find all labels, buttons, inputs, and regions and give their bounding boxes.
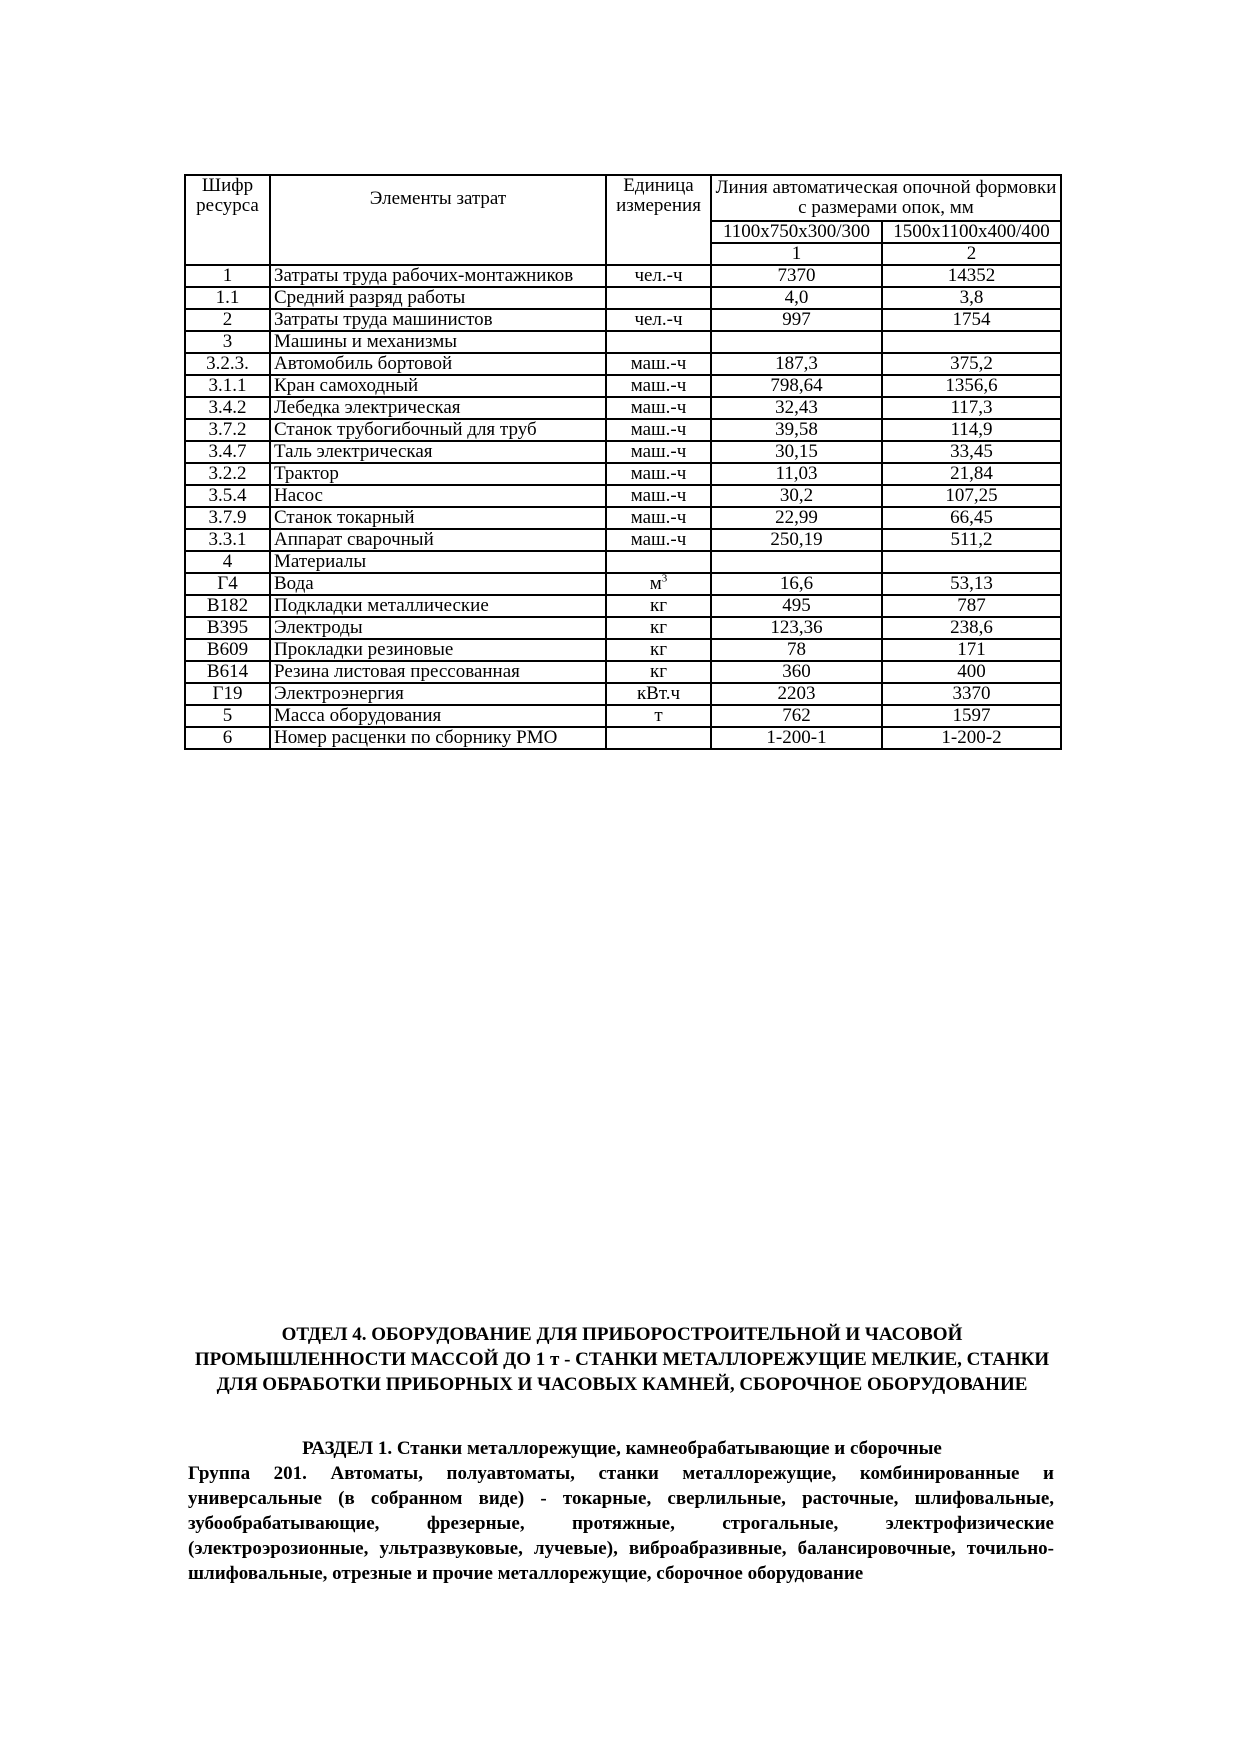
cell-element xyxy=(270,463,606,485)
cell-element xyxy=(270,661,606,683)
cell-value-1 xyxy=(711,353,882,375)
cell-element xyxy=(270,507,606,529)
table-row xyxy=(185,727,1061,749)
cell-code xyxy=(185,617,270,639)
cell-value-2-text: 1754 xyxy=(952,309,991,330)
cell-value-1-text: 495 xyxy=(782,595,811,616)
cell-value-1 xyxy=(711,573,882,595)
cell-code xyxy=(185,551,270,573)
cell-unit-text: кг xyxy=(649,661,668,682)
cell-unit xyxy=(606,705,711,727)
cell-element-text: Станок трубогибочный для труб xyxy=(274,419,537,440)
cell-code xyxy=(185,683,270,705)
cell-unit-text: маш.-ч xyxy=(630,419,687,440)
cell-value-1-text: 1-200-1 xyxy=(766,727,827,748)
group-description: Группа 201. Автоматы, полуавтоматы, станки металлорежущие, комбинированные и универсальные (в собранном виде) - токарные, сверлильные, расточные, шлифовальные, зубообрабатывающие, фрезерные, протяжные, строгальные, электрофизические (электроэрозионные, ультразвуковые, лучевые), виброабразивные, балансировочные, точильно-шлифовальные, отрезные и прочие металлорежущие, сборочное оборудование xyxy=(188,1463,1054,1584)
cell-value-1 xyxy=(711,507,882,529)
cell-value-2 xyxy=(882,507,1061,529)
cell-element xyxy=(270,287,606,309)
cell-code-text: 3.4.2 xyxy=(208,397,247,418)
cell-value-2-text: 117,3 xyxy=(950,397,993,418)
cell-value-1-text: 798,64 xyxy=(770,375,823,396)
department-heading: ОТДЕЛ 4. ОБОРУДОВАНИЕ ДЛЯ ПРИБОРОСТРОИТЕЛЬНОЙ И ЧАСОВОЙ ПРОМЫШЛЕННОСТИ МАССОЙ ДО 1 т - СТАНКИ МЕТАЛЛОРЕЖУЩИЕ МЕЛКИЕ, СТАНКИ ДЛЯ ОБРАБОТКИ ПРИБОРНЫХ И ЧАСОВЫХ КАМНЕЙ, СБОРОЧНОЕ ОБОРУДОВАНИЕ xyxy=(194,1324,1050,1395)
cell-value-2-text: 107,25 xyxy=(945,485,998,506)
cell-value-1-text: 11,03 xyxy=(775,463,818,484)
cell-value-1-text: 39,58 xyxy=(775,419,818,440)
cell-code xyxy=(185,705,270,727)
cell-value-1 xyxy=(711,551,882,573)
header-group-title: Линия автоматическая опочной формовки с размерами опок, мм xyxy=(711,175,1061,221)
cell-value-1 xyxy=(711,529,882,551)
cell-unit xyxy=(606,485,711,507)
cell-element-text: Подкладки металлические xyxy=(274,595,489,616)
cell-value-1-text: 2203 xyxy=(777,683,816,704)
cell-unit-text: кг xyxy=(649,639,668,660)
header-size-1: 1100x750x300/300 xyxy=(711,221,882,243)
cell-unit xyxy=(606,287,711,309)
cell-code xyxy=(185,529,270,551)
cell-code xyxy=(185,573,270,595)
cell-value-2-text: 1-200-2 xyxy=(941,727,1002,748)
table-row xyxy=(185,463,1061,485)
unit-superscript: 3 xyxy=(661,573,668,585)
table-row xyxy=(185,705,1061,727)
cell-value-2 xyxy=(882,419,1061,441)
header-code-blank-2 xyxy=(185,243,270,265)
cell-element xyxy=(270,617,606,639)
cell-value-2 xyxy=(882,265,1061,287)
cell-element xyxy=(270,331,606,353)
cell-unit-text: кВт.ч xyxy=(636,683,681,704)
cell-code xyxy=(185,419,270,441)
cell-unit xyxy=(606,727,711,749)
header-element: Элементы затрат xyxy=(270,175,606,221)
cell-element-text: Резина листовая прессованная xyxy=(274,661,520,682)
cell-value-1-text: 16,6 xyxy=(779,573,814,594)
cell-code-text: 3.7.9 xyxy=(208,507,247,528)
cell-element xyxy=(270,529,606,551)
cell-code xyxy=(185,397,270,419)
cell-value-1 xyxy=(711,309,882,331)
cell-unit-text: кг xyxy=(649,595,668,616)
cell-element xyxy=(270,639,606,661)
cell-value-1-text: 32,43 xyxy=(775,397,818,418)
table-row xyxy=(185,485,1061,507)
cell-unit xyxy=(606,507,711,529)
table-row xyxy=(185,507,1061,529)
cell-element-text: Номер расценки по сборнику РМО xyxy=(274,727,558,748)
cell-unit xyxy=(606,551,711,573)
cell-code-text: В614 xyxy=(206,661,249,682)
cell-element-text: Кран самоходный xyxy=(274,375,419,396)
cell-unit xyxy=(606,529,711,551)
header-code: Шифр ресурса xyxy=(185,175,270,221)
cell-unit xyxy=(606,353,711,375)
cell-code xyxy=(185,595,270,617)
cell-unit xyxy=(606,573,711,595)
cell-element xyxy=(270,441,606,463)
cell-value-2 xyxy=(882,485,1061,507)
cell-value-2 xyxy=(882,595,1061,617)
cell-unit xyxy=(606,331,711,353)
header-col-number-1: 1 xyxy=(711,243,882,265)
table-row xyxy=(185,661,1061,683)
cell-value-1 xyxy=(711,595,882,617)
cell-value-2-text: 53,13 xyxy=(950,573,993,594)
cell-value-2 xyxy=(882,353,1061,375)
cell-unit xyxy=(606,441,711,463)
cell-value-2-text: 114,9 xyxy=(950,419,993,440)
cell-code-text: В609 xyxy=(206,639,249,660)
cell-code-text: В182 xyxy=(206,595,249,616)
cell-value-1 xyxy=(711,287,882,309)
cell-value-1 xyxy=(711,463,882,485)
cell-element-text: Средний разряд работы xyxy=(274,287,466,308)
cell-value-1 xyxy=(711,727,882,749)
cell-code-text: 1.1 xyxy=(215,287,240,308)
cell-value-1-text: 997 xyxy=(782,309,811,330)
cell-element xyxy=(270,595,606,617)
cell-code-text: 5 xyxy=(222,705,233,726)
cell-value-2-text: 21,84 xyxy=(950,463,993,484)
cell-value-1-text: 250,19 xyxy=(770,529,823,550)
cell-value-1 xyxy=(711,331,882,353)
table-body xyxy=(185,265,1061,749)
table-row xyxy=(185,573,1061,595)
cell-code-text: Г4 xyxy=(217,573,238,594)
cell-unit xyxy=(606,309,711,331)
cell-value-2 xyxy=(882,441,1061,463)
cell-element-text: Насос xyxy=(274,485,323,506)
cell-value-2 xyxy=(882,661,1061,683)
table-row xyxy=(185,683,1061,705)
cell-element-text: Масса оборудования xyxy=(274,705,442,726)
cell-value-2-text: 3370 xyxy=(952,683,991,704)
cell-code-text: 3.2.2 xyxy=(208,463,247,484)
cell-element xyxy=(270,419,606,441)
cell-code xyxy=(185,331,270,353)
cell-element xyxy=(270,397,606,419)
cell-unit xyxy=(606,661,711,683)
cell-unit xyxy=(606,463,711,485)
cell-value-1 xyxy=(711,441,882,463)
cell-unit-text: маш.-ч xyxy=(630,485,687,506)
cell-value-2-text: 1356,6 xyxy=(945,375,998,396)
cell-code xyxy=(185,485,270,507)
cell-unit xyxy=(606,265,711,287)
cell-code xyxy=(185,375,270,397)
cell-unit xyxy=(606,375,711,397)
cell-value-1-text: 360 xyxy=(782,661,811,682)
cell-element xyxy=(270,683,606,705)
cell-element-text: Электроэнергия xyxy=(274,683,404,704)
cell-unit xyxy=(606,595,711,617)
cell-code-text: 4 xyxy=(222,551,233,572)
table-row xyxy=(185,397,1061,419)
cell-value-2 xyxy=(882,529,1061,551)
cell-element xyxy=(270,375,606,397)
cell-value-2 xyxy=(882,639,1061,661)
cell-value-2-text: 787 xyxy=(957,595,986,616)
cell-code xyxy=(185,727,270,749)
cell-unit xyxy=(606,617,711,639)
cell-unit xyxy=(606,397,711,419)
cell-code xyxy=(185,265,270,287)
cell-value-2-text: 511,2 xyxy=(950,529,993,550)
cell-value-2-text: 400 xyxy=(957,661,986,682)
cell-unit xyxy=(606,419,711,441)
cell-value-2-text: 14352 xyxy=(947,265,996,286)
cell-value-1-text: 30,2 xyxy=(779,485,814,506)
cell-element-text: Таль электрическая xyxy=(274,441,433,462)
table-row xyxy=(185,441,1061,463)
table-row xyxy=(185,353,1061,375)
cell-code xyxy=(185,309,270,331)
table-row xyxy=(185,375,1061,397)
header-unit-blank xyxy=(606,221,711,243)
cell-unit-text: маш.-ч xyxy=(630,529,687,550)
cell-value-1 xyxy=(711,661,882,683)
header-element-blank xyxy=(270,221,606,243)
cell-unit xyxy=(606,683,711,705)
header-size-2: 1500x1100x400/400 xyxy=(882,221,1061,243)
cell-value-1-text: 762 xyxy=(782,705,811,726)
cell-value-2 xyxy=(882,573,1061,595)
cell-element-text: Станок токарный xyxy=(274,507,415,528)
header-unit: Единица измерения xyxy=(606,175,711,221)
cell-code-text: 3.2.3. xyxy=(206,353,249,374)
cell-element xyxy=(270,727,606,749)
cell-element-text: Трактор xyxy=(274,463,339,484)
cell-code-text: 3.4.7 xyxy=(208,441,247,462)
cell-unit-text: кг xyxy=(649,617,668,638)
cell-code-text: 3 xyxy=(222,331,233,352)
cell-element xyxy=(270,265,606,287)
resource-table xyxy=(184,174,1062,750)
cell-unit-text: маш.-ч xyxy=(630,507,687,528)
cell-code-text: 3.7.2 xyxy=(208,419,247,440)
table-row xyxy=(185,309,1061,331)
table-row xyxy=(185,595,1061,617)
cell-value-2 xyxy=(882,287,1061,309)
cell-code-text: 6 xyxy=(222,727,233,748)
table-row xyxy=(185,419,1061,441)
cell-element xyxy=(270,573,606,595)
cell-value-2 xyxy=(882,617,1061,639)
cell-value-2-text: 1597 xyxy=(952,705,991,726)
cell-code xyxy=(185,661,270,683)
cell-element xyxy=(270,485,606,507)
table-row xyxy=(185,331,1061,353)
cell-code-text: Г19 xyxy=(212,683,243,704)
cell-value-1-text: 78 xyxy=(787,639,806,660)
cell-element xyxy=(270,309,606,331)
cell-element-text: Автомобиль бортовой xyxy=(274,353,453,374)
cell-value-2-text: 238,6 xyxy=(950,617,993,638)
cell-code-text: 1 xyxy=(222,265,233,286)
cell-value-1-text: 22,99 xyxy=(775,507,818,528)
cell-code xyxy=(185,463,270,485)
table-row xyxy=(185,287,1061,309)
cell-unit-text: м xyxy=(649,573,662,594)
section-heading: РАЗДЕЛ 1. Станки металлорежущие, камнеобрабатывающие и сборочные xyxy=(302,1438,942,1459)
cell-element xyxy=(270,551,606,573)
cell-element-text: Прокладки резиновые xyxy=(274,639,454,660)
cell-code-text: 3.3.1 xyxy=(208,529,247,550)
cell-unit-text: чел.-ч xyxy=(634,309,683,330)
cell-code xyxy=(185,639,270,661)
cell-value-1 xyxy=(711,617,882,639)
header-element-blank-2 xyxy=(270,243,606,265)
cell-element xyxy=(270,705,606,727)
cell-unit-text: маш.-ч xyxy=(630,375,687,396)
cell-value-1 xyxy=(711,265,882,287)
cell-code xyxy=(185,441,270,463)
cell-unit-text: маш.-ч xyxy=(630,441,687,462)
cell-value-2-text: 66,45 xyxy=(950,507,993,528)
cell-value-2 xyxy=(882,309,1061,331)
cell-code xyxy=(185,507,270,529)
header-unit-blank-2 xyxy=(606,243,711,265)
table-row xyxy=(185,617,1061,639)
cell-unit-text: т xyxy=(654,705,663,726)
cell-value-1 xyxy=(711,705,882,727)
cell-unit xyxy=(606,639,711,661)
cell-value-2 xyxy=(882,397,1061,419)
cell-value-1-text: 30,15 xyxy=(775,441,818,462)
cell-unit-text: маш.-ч xyxy=(630,397,687,418)
cell-element-text: Затраты труда рабочих-монтажников xyxy=(274,265,574,286)
cell-value-1-text: 187,3 xyxy=(775,353,818,374)
cell-element-text: Лебедка электрическая xyxy=(274,397,461,418)
table-row xyxy=(185,265,1061,287)
cell-value-1-text: 4,0 xyxy=(784,287,809,308)
cell-value-2 xyxy=(882,331,1061,353)
cell-value-2-text: 171 xyxy=(957,639,986,660)
cell-value-2 xyxy=(882,727,1061,749)
cell-unit-text: маш.-ч xyxy=(630,463,687,484)
cell-value-2 xyxy=(882,463,1061,485)
cell-value-1 xyxy=(711,639,882,661)
cell-element-text: Электроды xyxy=(274,617,363,638)
cell-value-2 xyxy=(882,705,1061,727)
cell-value-2-text: 3,8 xyxy=(959,287,984,308)
table-row xyxy=(185,529,1061,551)
cell-code-text: 3.1.1 xyxy=(208,375,247,396)
cell-value-1 xyxy=(711,683,882,705)
cell-value-2-text: 375,2 xyxy=(950,353,993,374)
cell-value-2-text: 33,45 xyxy=(950,441,993,462)
cell-value-1 xyxy=(711,485,882,507)
cell-element-text: Затраты труда машинистов xyxy=(274,309,493,330)
cell-code xyxy=(185,353,270,375)
table-header xyxy=(185,175,1061,265)
cell-element-text: Аппарат сварочный xyxy=(274,529,434,550)
table-row xyxy=(185,639,1061,661)
cell-value-1-text: 123,36 xyxy=(770,617,823,638)
cell-element-text: Вода xyxy=(274,573,314,594)
cell-code-text: 2 xyxy=(222,309,233,330)
cell-unit-text: маш.-ч xyxy=(630,353,687,374)
cell-unit-text: чел.-ч xyxy=(634,265,683,286)
cell-element-text: Материалы xyxy=(274,551,367,572)
cell-value-1 xyxy=(711,419,882,441)
cell-code-text: В395 xyxy=(206,617,249,638)
cell-value-2 xyxy=(882,551,1061,573)
table-row xyxy=(185,551,1061,573)
cell-value-1 xyxy=(711,375,882,397)
cell-code xyxy=(185,287,270,309)
cell-value-1 xyxy=(711,397,882,419)
cell-value-1-text: 7370 xyxy=(777,265,816,286)
cell-element-text: Машины и механизмы xyxy=(274,331,457,352)
cell-value-2 xyxy=(882,683,1061,705)
header-code-blank xyxy=(185,221,270,243)
header-col-number-2: 2 xyxy=(882,243,1061,265)
cell-value-2 xyxy=(882,375,1061,397)
cell-element xyxy=(270,353,606,375)
cell-code-text: 3.5.4 xyxy=(208,485,247,506)
